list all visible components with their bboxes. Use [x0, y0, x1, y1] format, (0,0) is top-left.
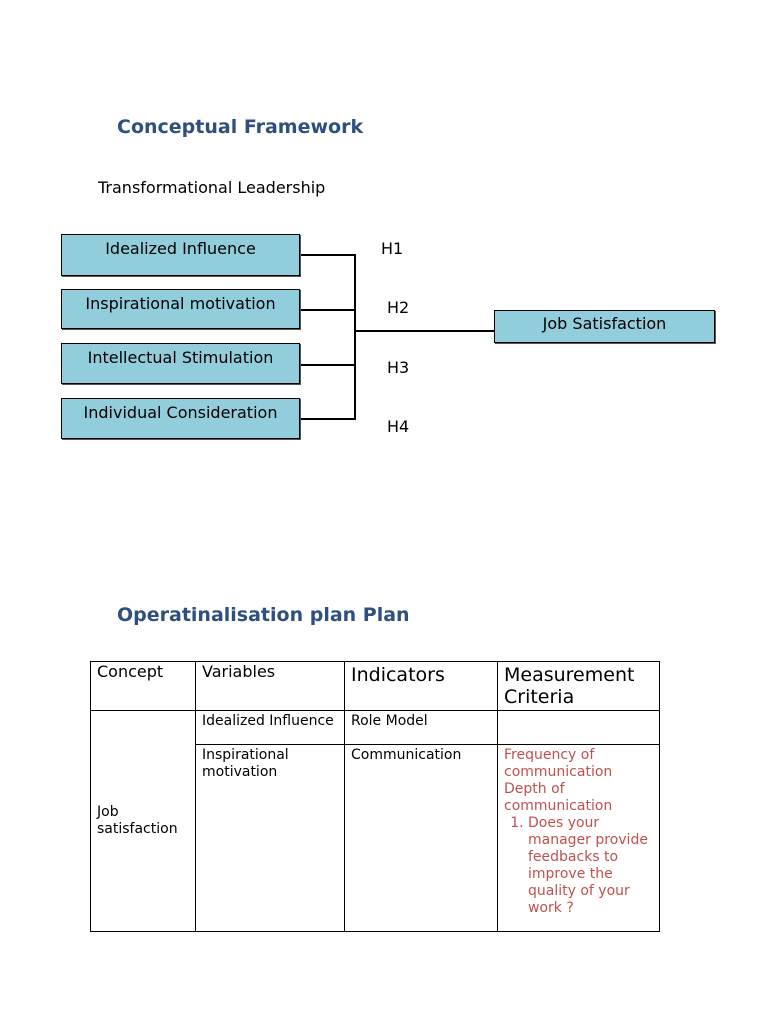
box-label: Individual Consideration	[83, 403, 278, 422]
criteria-item: Frequency of communication	[504, 747, 613, 780]
cell-concept: Job satisfaction	[91, 711, 196, 932]
operationalisation-table	[90, 661, 660, 932]
operationalisation-heading: Operatinalisation plan Plan	[117, 604, 410, 626]
table-row	[91, 711, 660, 745]
cell-variable: Inspirational motivation	[196, 745, 345, 932]
box-job-satisfaction	[494, 310, 715, 343]
box-label: Idealized Influence	[105, 239, 256, 258]
hypothesis-h3: H3	[387, 358, 410, 377]
hypothesis-h1: H1	[381, 239, 404, 258]
cell-variable: Idealized Influence	[196, 711, 345, 745]
cell-indicator: Role Model	[345, 711, 498, 745]
cell-indicator: Communication	[345, 745, 498, 932]
box-label: Inspirational motivation	[85, 294, 276, 313]
cell-criteria	[498, 711, 660, 745]
cell-criteria	[498, 745, 660, 932]
header-indicators: Indicators	[345, 662, 498, 711]
box-label: Intellectual Stimulation	[87, 348, 274, 367]
box-inspirational-motivation	[61, 289, 300, 329]
transformational-leadership-label: Transformational Leadership	[98, 178, 326, 197]
header-measurement-criteria: Measurement Criteria	[498, 662, 660, 711]
hypothesis-h2: H2	[387, 298, 410, 317]
header-concept: Concept	[91, 662, 196, 711]
header-variables: Variables	[196, 662, 345, 711]
question-item: 1. Does your manager provide feedbacks to improve the quality of your work ?	[528, 815, 653, 917]
conceptual-framework-heading: Conceptual Framework	[117, 116, 364, 138]
box-individual-consideration	[61, 398, 300, 439]
table-header-row	[91, 662, 660, 711]
question-list	[504, 815, 653, 917]
criteria-item: Depth of communication	[504, 781, 613, 814]
box-intellectual-stimulation	[61, 343, 300, 384]
box-label: Job Satisfaction	[542, 314, 667, 333]
box-idealized-influence	[61, 234, 300, 276]
hypothesis-h4: H4	[387, 417, 410, 436]
